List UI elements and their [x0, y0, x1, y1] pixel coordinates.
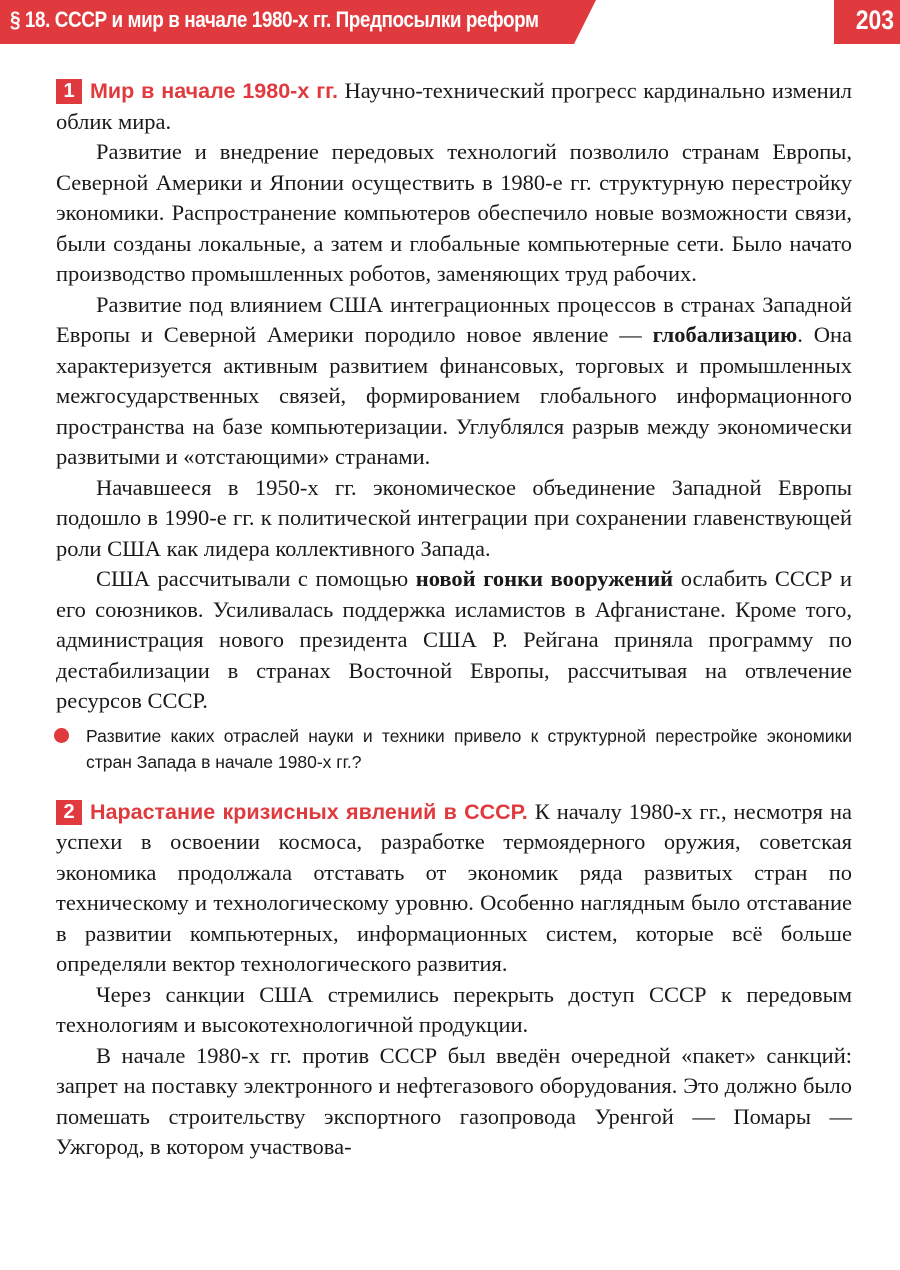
section1-paragraph-1: Развитие и внедрение передовых технологий позволило странам Европы, Северной Америки и Японии осуществить в 1980-е гг. структурную перестройку экономики. Распространение компьютеров обеспечило новые возможности связи, были созданы локальные, а затем и глобальные компьютерные сети. Было начато производство промышленных роботов, заменяющих труд рабочих. [56, 139, 852, 286]
section2-lead-paragraph [56, 797, 852, 980]
section2-paragraph-2: В начале 1980-х гг. против СССР был введён очередной «пакет» санкций: запрет на поставку электронного и нефтегазового оборудования. Это должно было помешать строительству экспортного газопровода Уренгой — Помары — Ужгород, в котором участвова- [56, 1042, 852, 1159]
page-content [56, 76, 852, 1163]
section-divider [56, 775, 852, 797]
section2-title: Нарастание кризисных явлений в СССР. [90, 799, 528, 824]
section1-p2-before: Развитие под влиянием США интеграционных процессов в странах Западной Европы и Северной Америки породило новое явление — [56, 291, 852, 347]
section1-lead-paragraph [56, 76, 852, 137]
section1-paragraph-2 [56, 290, 852, 473]
term-globalization: глобализацию [652, 322, 798, 347]
page-header [0, 0, 900, 44]
review-question-text: Развитие каких отраслей науки и техники привело к структурной перестройке экономики стран Запада в начале 1980-х гг.? [86, 725, 852, 772]
section2-paragraph-1: Через санкции США стремились перекрыть доступ СССР к передовым технологиям и высокотехнологичной продукции. [56, 981, 852, 1037]
section1-title: Мир в начале 1980-х гг. [90, 79, 338, 103]
section1-number: 1 [56, 79, 82, 104]
chapter-title: § 18. СССР и мир в начале 1980-х гг. Предпосылки реформ [10, 7, 539, 32]
section1-lead-text: Научно-технический прогресс кардинально изменил облик мира. [56, 78, 852, 134]
section1-p4-after: ослабить СССР и его союзников. Усиливалась поддержка исламистов в Афганистане. Кроме того, администрация нового президента США Р. Рейгана приняла программу по дестабилизации в странах Восточной Европы, рассчитывая на отвлечение ресурсов СССР. [56, 566, 852, 713]
review-question [56, 723, 852, 775]
section1-paragraph-3: Начавшееся в 1950-х гг. экономическое объединение Западной Европы подошло в 1990-е гг. к политической интеграции при сохранении главенствующей роли США как лидера коллективного Запада. [56, 474, 852, 561]
section2-number: 2 [56, 800, 82, 825]
section1-paragraph-4 [56, 564, 852, 717]
section2-lead-text: К началу 1980-х гг., несмотря на успехи в освоении космоса, разработке термоядерного оружия, советская экономика продолжала отставать от экономик ряда развитых стран по техническому и технологическому уровню. Особенно наглядным было отставание в развитии компьютерных, информационных систем, которые всё больше определяли вектор технологического развития. [56, 798, 853, 976]
question-bullet-icon [54, 728, 69, 743]
page-number-box [834, 0, 900, 44]
section1-p4-before: США рассчитывали с помощью [96, 566, 416, 591]
page-number: 203 [855, 5, 894, 35]
header-band [0, 0, 574, 44]
section1-p2-after: . Она характеризуется активным развитием финансовых, торговых и промышленных межгосударственных связей, формированием глобального информационного пространства на базе компьютеризации. Углублялся разрыв между экономически развитыми и «отстающими» странами. [56, 322, 852, 469]
term-arms-race: новой гонки вооружений [415, 566, 674, 591]
